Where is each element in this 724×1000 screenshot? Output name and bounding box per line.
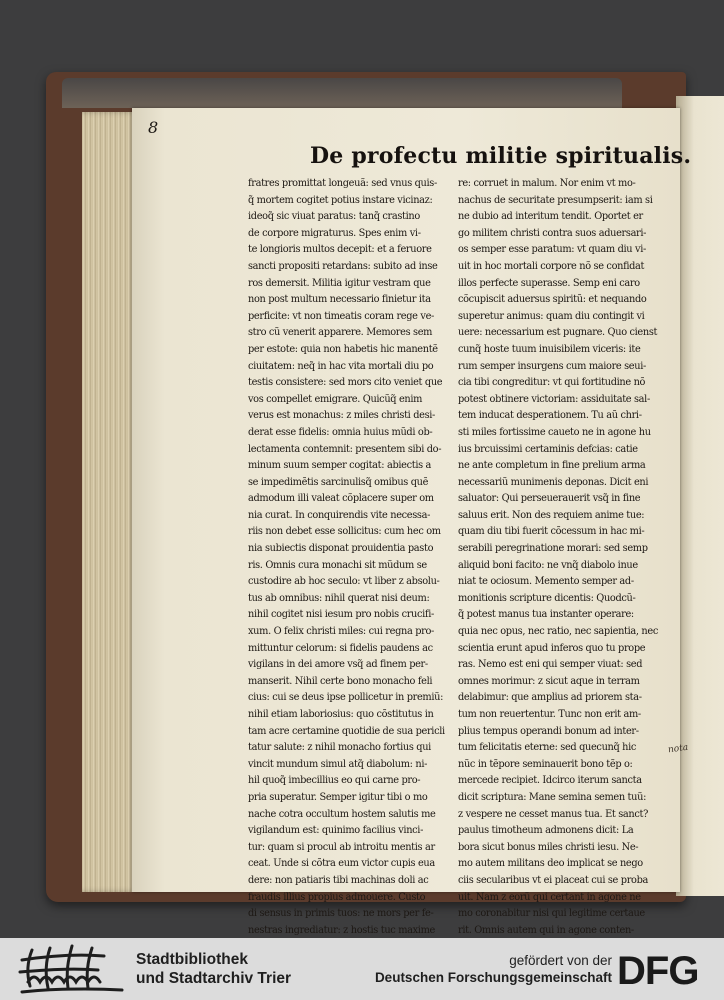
text-line: derat esse fidelis: omnia huius mũdi ob- (248, 426, 433, 438)
text-line: ciuitatem: neq̃ in hac vita mortali diu po (248, 360, 434, 372)
footer-bar (0, 938, 724, 1000)
text-line: uere: necessarium est pugnare. Quo cienst (458, 327, 658, 339)
text-line: non post multum necessario finietur ita (248, 294, 431, 306)
text-line: paulus timotheum admonens dicit: La (458, 825, 634, 837)
text-line: q̃ mortem cogitet potius instare vicinaz: (248, 194, 433, 206)
text-line: fratres promittat longeuã: sed vnus quis- (248, 178, 437, 189)
text-line: tem inducat desperationem. Tu aũ chri- (458, 410, 642, 422)
library-name (136, 950, 291, 988)
text-line: ciis secularibus vt ei placeat cui se proba (458, 874, 648, 886)
page-stack-edge (82, 112, 138, 892)
text-line: dere: non patiaris tibi machinas doli ac (248, 874, 429, 886)
text-line: se impedimẽtis sarcinulisq̃ omibus quẽ (248, 476, 429, 488)
text-line: nachus de securitate presumpserit: iam si (458, 194, 653, 206)
text-line: quam diu tibi fuerit cõcessum in hac mi- (458, 526, 645, 538)
text-line: vigilandum est: quinimo facilius vinci- (248, 825, 424, 837)
text-line: tam acre certamine quotidie de sua pericli (248, 725, 445, 737)
text-column-left (248, 176, 460, 938)
text-line: tum non reuertentur. Tunc non erit am- (458, 709, 641, 720)
text-line: minum suum semper cogitat: abiectis a (248, 460, 432, 472)
text-line: niat te ociosum. Memento semper ad- (458, 576, 634, 588)
text-line: cõcupiscit aduersus spiritũ: et nequando (458, 294, 647, 306)
text-line: ros demersit. Militia igitur vestram que (248, 277, 431, 289)
text-line: cia tibi congreditur: vt qui fortitudine nõ (458, 377, 646, 389)
funding-line1: gefördert von der (509, 953, 612, 968)
text-line: vos compellet emigrare. Quicũq̃ enim (248, 393, 423, 405)
dfg-logo-icon (617, 950, 713, 988)
text-line: z vespere ne cesset manus tua. Et sanct? (458, 808, 648, 820)
text-line: nia curat. In conquirendis vite necessa- (248, 509, 431, 521)
book-cover-top-edge (62, 78, 622, 108)
text-line: re: corruet in malum. Nor enim vt mo- (458, 178, 636, 189)
text-line: testis consistere: sed mors cito veniet que (248, 377, 443, 389)
text-line: ris. Omnis cura monachi sit mũdum se (248, 559, 427, 571)
text-line: saluus erit. Non des requiem anime tue: (458, 509, 645, 521)
text-line: hil quoq̃ imbecillius eo qui carne pro- (248, 775, 421, 787)
text-line: vigilans in dei amore vsq̃ ad finem per- (248, 659, 428, 671)
library-name-line2: und Stadtarchiv Trier (136, 970, 292, 987)
text-line: admodum illi valeat cõplacere super om (248, 493, 434, 505)
text-line: illos perfecte superasse. Semp eni caro (458, 277, 640, 289)
text-line: ideoq̃ sic viuat paratus: tanq̃ crastino (248, 211, 420, 223)
funding-line2: Deutschen Forschungsgemeinschaft (374, 970, 612, 985)
text-line: tatur salute: z nihil monacho fortius qui (248, 742, 431, 754)
text-line: nache cotra occultum hostem salutis me (248, 808, 436, 820)
text-line: nihil etiam laboriosius: quo cõstitutus in (248, 709, 434, 720)
text-line: verus est monachus: z miles christi desi- (248, 410, 436, 422)
text-line: vincit mundum simul atq̃ diabolum: ni- (248, 758, 428, 770)
text-line: sti miles fortissime caueto ne in agone hu (458, 426, 651, 438)
text-line: stro cũ venerit apparere. Memores sem (248, 327, 433, 339)
text-line: omnes morimur: z sicut aque in terram (458, 675, 640, 687)
text-line: mo coronabitur nisi qui legitime certaue (458, 908, 645, 920)
text-line: sancti propositi retardans: subito ad inse (248, 260, 438, 272)
dfg-logo-text: DFG (617, 950, 699, 988)
text-line: uit. Nam z eorũ qui certant in agone ne (458, 891, 641, 903)
text-line: ne ante completum in fine prelium arma (458, 460, 646, 472)
text-line: nũc in tẽpore seminauerit bono tẽp o: (458, 758, 633, 770)
text-line: delabimur: que amplius ad priorem sta- (458, 692, 642, 704)
text-line: fraudis illius propius admouere. Custo (248, 891, 426, 903)
text-line: pria superatur. Semper igitur tibi o mo (248, 791, 428, 803)
text-line: potest obtinere victoriam: assiduitate sal- (458, 393, 650, 405)
funding-credit (352, 952, 612, 986)
text-line: saluator: Qui perseuerauerit vsq̃ in fine (458, 493, 641, 505)
text-line: manserit. Nihil certe bono monacho feli (248, 675, 433, 687)
text-line: di sensus in primis tuos: ne mors per fe- (248, 908, 434, 920)
text-line: ne dubio ad interitum tendit. Oportet er (458, 211, 643, 223)
text-line: riis non debet esse sollicitus: cum hec om (248, 526, 441, 538)
margin-annotation: nota (667, 742, 689, 756)
text-line: mittuntur celorum: si fidelis paudens ac (248, 642, 433, 654)
text-line: dicit scriptura: Mane semina semen tuũ: (458, 791, 647, 803)
text-line: quia nec opus, nec ratio, nec sapientia, nec (458, 626, 658, 638)
text-line: os semper esse paratum: vt quam diu vi- (458, 244, 646, 256)
page-heading: De profectu militie spiritualis. (310, 143, 692, 169)
text-line: per estote: quia non habetis hic manentẽ (248, 343, 438, 355)
text-column-right (458, 176, 670, 938)
text-line: ius brcuissimi certaminis defcias: catie (458, 443, 638, 455)
text-line: rum semper insurgens cum maiore seui- (458, 360, 646, 372)
text-line: nia subiectis disponat prouidentia pasto (248, 543, 434, 555)
text-line: lectamenta contemnit: presentem sibi do- (248, 443, 442, 455)
text-line: ras. Nemo est eni qui semper viuat: sed (458, 659, 643, 671)
text-line: xum. O felix christi miles: cui regna pro- (248, 626, 434, 638)
text-line: uit in hoc mortali corpore nõ se confidat (458, 260, 645, 272)
folio-number: 8 (148, 118, 159, 137)
text-line: nihil cogitet nisi iesum pro nobis crucifi- (248, 609, 434, 621)
text-line: cunq̃ hoste tuum inuisibilem viceris: ite (458, 343, 641, 355)
text-line: q̃ potest manus tua instanter operare: (458, 609, 634, 621)
text-line: mercede recipiet. Idcirco iterum sancta (458, 775, 642, 787)
text-line: necessariũ munimenis deponas. Dicit eni (458, 476, 649, 488)
text-line: serabili peregrinatione morari: sed semp (458, 543, 648, 555)
text-line: custodire ab hoc seculo: vt liber z absolu- (248, 576, 440, 588)
text-line: bora sicut bonus miles christi iesu. Ne- (458, 841, 639, 853)
facing-page-edge (676, 96, 724, 896)
text-line: tum felicitatis eterne: sed quecunq̃ hic (458, 742, 637, 754)
text-line: cius: cui se deus ipse pollicetur in premiũ: (248, 692, 444, 704)
text-line: rit. Omnis autem qui in agone conten- (458, 924, 634, 936)
text-line: mo autem militans deo implicat se nego (458, 858, 643, 870)
text-line: tur: quam si procul ab introitu mentis ar (248, 841, 435, 853)
trier-library-logo-icon (18, 942, 126, 996)
text-line: perficite: vt non timeatis coram rege ve- (248, 310, 434, 322)
text-line: monitionis scripture dicentis: Quodcũ- (458, 592, 636, 604)
text-line: aliquid boni facito: ne vnq̃ diabolo inue (458, 559, 638, 571)
text-line: ceat. Unde si cõtra eum victor cupis eua (248, 858, 435, 870)
text-line: superetur animus: quam diu contingit vi (458, 310, 645, 322)
text-line: go militem christi contra suos aduersari- (458, 227, 647, 239)
text-line: scientia erunt apud inferos quo tu prope (458, 642, 646, 654)
text-line: tus ab omnibus: nihil querat nisi deum: (248, 592, 430, 604)
library-name-line1: Stadtbibliothek (136, 951, 248, 968)
text-line: te longioris multos decepit: et a feruore (248, 244, 432, 256)
text-line: plius tempus operandi bonum ad inter- (458, 725, 639, 737)
text-line: nestras ingrediatur: z hostis tuc maxime (248, 924, 435, 936)
text-line: de corpore migraturus. Spes enim vi- (248, 227, 421, 239)
